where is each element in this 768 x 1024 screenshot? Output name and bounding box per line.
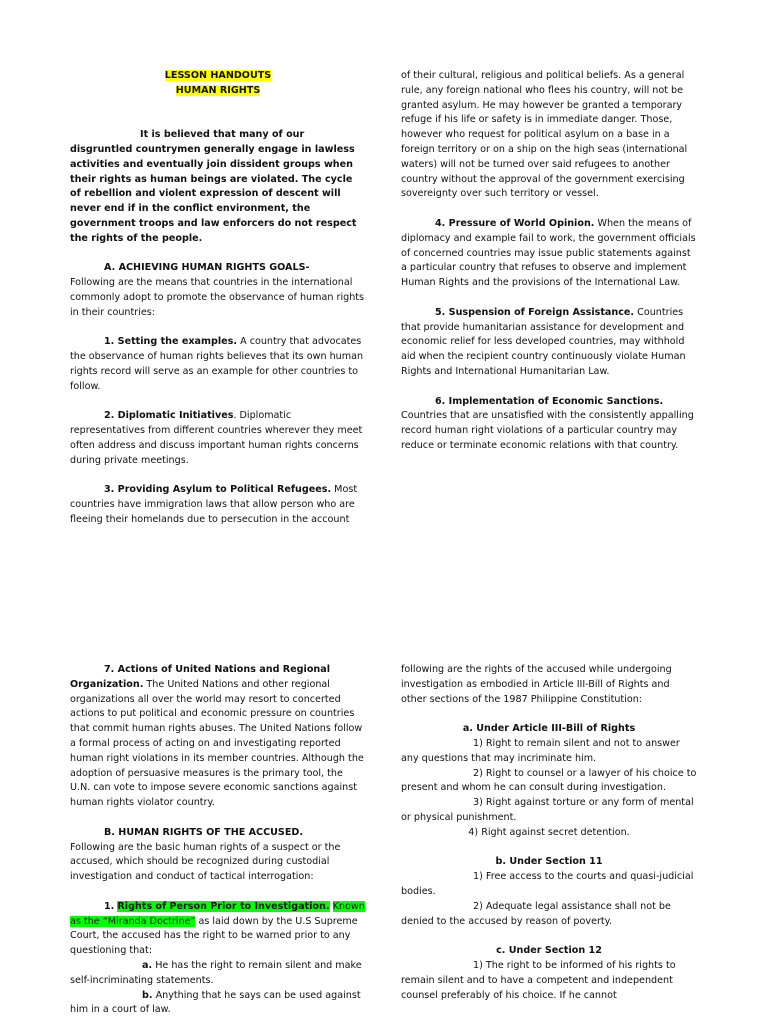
item-5 (401, 306, 697, 380)
item-6-heading: 6. Implementation of Economic Sanctions. (435, 395, 664, 407)
asylum-continued-text: of their cultural, religious and political beliefs. As a general rule, any foreign national who flees his country, will not be granted asylum. He may however be granted a temporary refuge if his life or safety is in immediate danger. Those, however who request for political asylum on a base in a foreign territory or on a ship on the high seas (international waters) will not be turned over said refugees to another country without the approval of the government exercising sovereignty over such territory or vessel. (401, 70, 688, 200)
point-a-text: He has the right to remain silent and make self-incriminating statements. (70, 959, 362, 986)
item-7-heading-line: 7. Actions of United Nations and Regional (104, 664, 331, 675)
item-6 (401, 395, 697, 454)
miranda-point-a (70, 959, 366, 989)
page1-right-column (401, 69, 697, 454)
miranda-text: as laid down by the U.S Supreme Court, the accused has the right to be warned prior to any questioning that: (70, 915, 358, 957)
point-a-label: a. (142, 959, 153, 971)
item-5-heading: 5. Suspension of Foreign Assistance. (435, 306, 635, 318)
article-iii-heading: a. Under Article III-Bill of Rights (462, 723, 636, 735)
section-12-heading: c. Under Section 12 (496, 945, 602, 957)
section-b-heading: B. HUMAN RIGHTS OF THE ACCUSED. (104, 826, 303, 838)
miranda-point-b (70, 989, 366, 1019)
intro-paragraph: It is believed that many of our disgruntled countrymen generally engage in lawless activities and eventually join dissident groups when their rights as human beings are violated. The cycle of rebellion and violent expression of descent will never end if in the conflict environment, the government troops and law enforcers do not respect the rights of the people. (70, 129, 357, 244)
page2-left-column (70, 663, 366, 1018)
rights-intro: following are the rights of the accused while undergoing investigation as embodied in Article III-Bill of Rights and other sections of the 1987 Philippine Constitution: (401, 664, 672, 705)
item-1-text: A country that advocates the observance of human rights believes that its own human rights record will serve as an example for other countries to follow. (70, 336, 364, 392)
item-6-text: Countries that are unsatisfied with the consistently appalling record human right violations of a particular country may reduce or terminate economic relations with that country. (401, 410, 694, 451)
section-11-heading: b. Under Section 11 (495, 856, 603, 868)
item-4-text: When the means of diplomacy and example fail to work, the government officials of concerned countries may issue public statements against a particular country that refuses to observe and implement Human Rights and the provisions of the International Law. (401, 217, 696, 289)
page2-right-column (401, 663, 697, 1003)
item-1 (70, 335, 366, 394)
point-b-label: b. (142, 989, 153, 1001)
article-iii-right-4: 4) Right against secret detention. (468, 826, 630, 838)
item-7-heading: Organization. (70, 678, 144, 690)
page1-left-column (70, 69, 366, 528)
miranda-item (70, 900, 366, 959)
point-b-text: Anything that he says can be used against him in a court of law. (70, 989, 361, 1016)
item-3-heading: 3. Providing Asylum to Political Refugees. (104, 484, 332, 496)
article-iii-right-2: 2) Right to counsel or a lawyer of his choice to present and whom he can consult during investigation. (401, 767, 697, 794)
item-3-text: Most countries have immigration laws that allow person who are fleeing their homelands due to persecution in the account (70, 484, 358, 525)
item-7 (70, 678, 366, 811)
item-7-text: The United Nations and other regional organizations all over the world may resort to concerted actions to put political and economic pressure on countries that commit human rights abuses. The United Nations follow a formal process of acting on and investigating reported human right violations in its member countries. Although the adoption of persuasive measures is the primary tool, the U.N. can vote to impose severe economic sanctions against human rights violator country. (70, 678, 364, 809)
item-3 (70, 483, 366, 527)
item-5-text: Countries that provide humanitarian assistance for development and economic relief for less developed countries, may withhold aid when the recipient country continuously violate Human Rights and International Humanitarian Law. (401, 306, 686, 377)
item-4-heading: 4. Pressure of World Opinion. (435, 217, 595, 229)
section-11-right-1: 1) Free access to the courts and quasi-judicial bodies. (401, 871, 694, 897)
miranda-number: 1. (104, 900, 115, 912)
item-2-heading: 2. Diplomatic Initiatives (104, 410, 234, 422)
item-1-heading: 1. Setting the examples. (104, 336, 238, 348)
section-b-text: Following are the basic human rights of a suspect or the accused, which should be recognized during custodial investigation and conduct of tactical interrogation: (70, 841, 341, 883)
section-12-right-1: 1) The right to be informed of his rights to remain silent and to have a competent and independent counsel preferably of his choice. If he cannot (401, 959, 676, 1001)
miranda-heading: Rights of Person Prior to Investigation. (117, 900, 330, 912)
item-4 (401, 217, 697, 291)
miranda-known-as: Known as the “Miranda Doctrine” (70, 900, 365, 927)
document-page-2 (0, 662, 768, 1024)
section-a-text: Following are the means that countries in the international commonly adopt to promote the observance of human rights in their countries: (70, 277, 365, 318)
item-2-text: . Diplomatic representatives from different countries wherever they meet often address and discuss important human rights concerns during private meetings. (70, 410, 363, 466)
handout-title: LESSON HANDOUTS (164, 70, 272, 81)
handout-subtitle: HUMAN RIGHTS (175, 84, 261, 96)
section-a-heading: A. ACHIEVING HUMAN RIGHTS GOALS- (104, 262, 310, 274)
item-2 (70, 409, 366, 468)
article-iii-right-3: 3) Right against torture or any form of mental or physical punishment. (401, 797, 694, 823)
section-11-right-2: 2) Adequate legal assistance shall not be denied to the accused by reason of poverty. (401, 900, 671, 927)
article-iii-right-1: 1) Right to remain silent and not to answer any questions that may incriminate him. (401, 737, 680, 764)
